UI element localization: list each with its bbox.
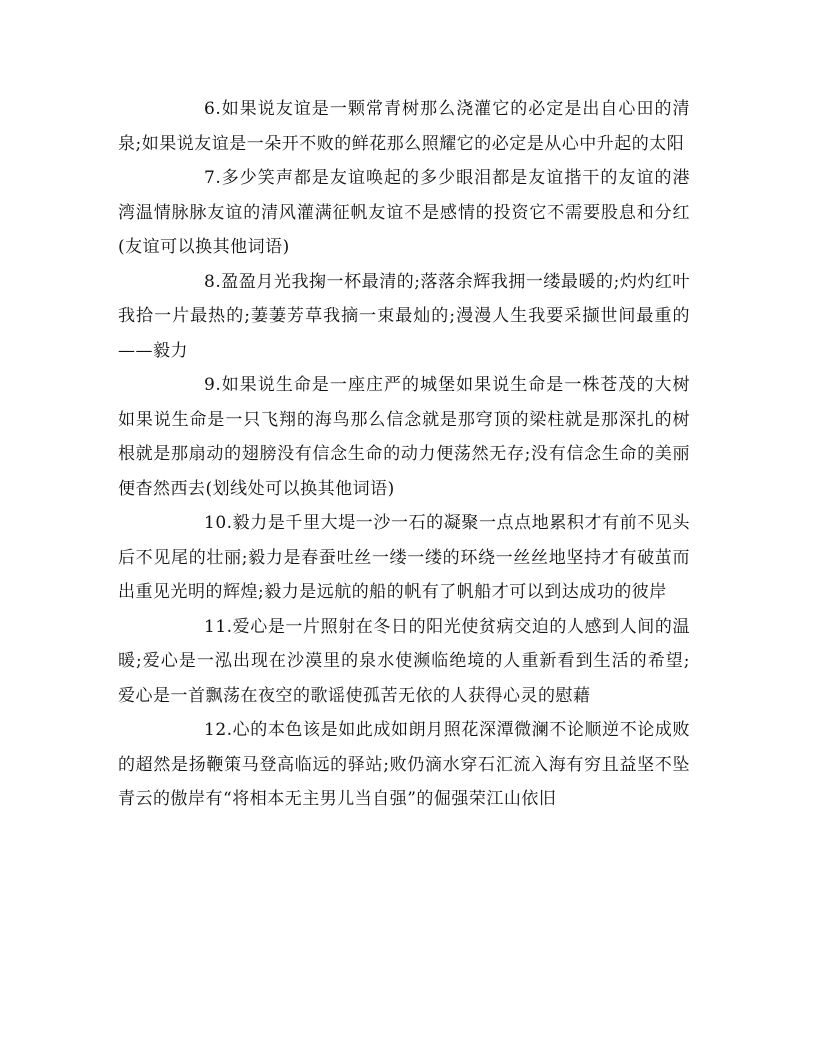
paragraph-7: 7.多少笑声都是友谊唤起的多少眼泪都是友谊揩干的友谊的港湾温情脉脉友谊的清风灌满征帆友谊不是感情的投资它不需要股息和分红(友谊可以换其他词语): [118, 168, 690, 257]
paragraph-11: 11.爱心是一片照射在冬日的阳光使贫病交迫的人感到人间的温暖;爱心是一泓出现在沙漠里的泉水使濒临绝境的人重新看到生活的希望;爱心是一首飘荡在夜空的歌谣使孤苦无依的人获得心灵的慰藉: [118, 616, 690, 706]
paragraph-9: 9.如果说生命是一座庄严的城堡如果说生命是一株苍茂的大树如果说生命是一只飞翔的海鸟那么信念就是那穹顶的梁柱就是那深扎的树根就是那扇动的翅膀没有信念生命的动力便荡然无存;没有信念生命的美丽便杳然西去(划线处可以换其他词语): [118, 375, 690, 499]
document-body: [118, 92, 690, 817]
paragraph-8: 8.盈盈月光我掬一杯最清的;落落余辉我拥一缕最暖的;灼灼红叶我拾一片最热的;萋萋芳草我摘一束最灿的;漫漫人生我要采撷世间最重的——毅力: [118, 271, 690, 361]
paragraph-6: 6.如果说友谊是一颗常青树那么浇灌它的必定是出自心田的清泉;如果说友谊是一朵开不败的鲜花那么照耀它的必定是从心中升起的太阳: [118, 99, 690, 154]
paragraph-10: 10.毅力是千里大堤一沙一石的凝聚一点点地累积才有前不见头后不见尾的壮丽;毅力是春蚕吐丝一缕一缕的环绕一丝丝地坚持才有破茧而出重见光明的辉煌;毅力是远航的船的帆有了帆船才可以到达成功的彼岸: [118, 513, 690, 602]
paragraph-12: 12.心的本色该是如此成如朗月照花深潭微澜不论顺逆不论成败的超然是扬鞭策马登高临远的驿站;败仍滴水穿石汇流入海有穷且益坚不坠青云的傲岸有“将相本无主男儿当自强”的倔强荣江山依旧: [118, 720, 690, 809]
